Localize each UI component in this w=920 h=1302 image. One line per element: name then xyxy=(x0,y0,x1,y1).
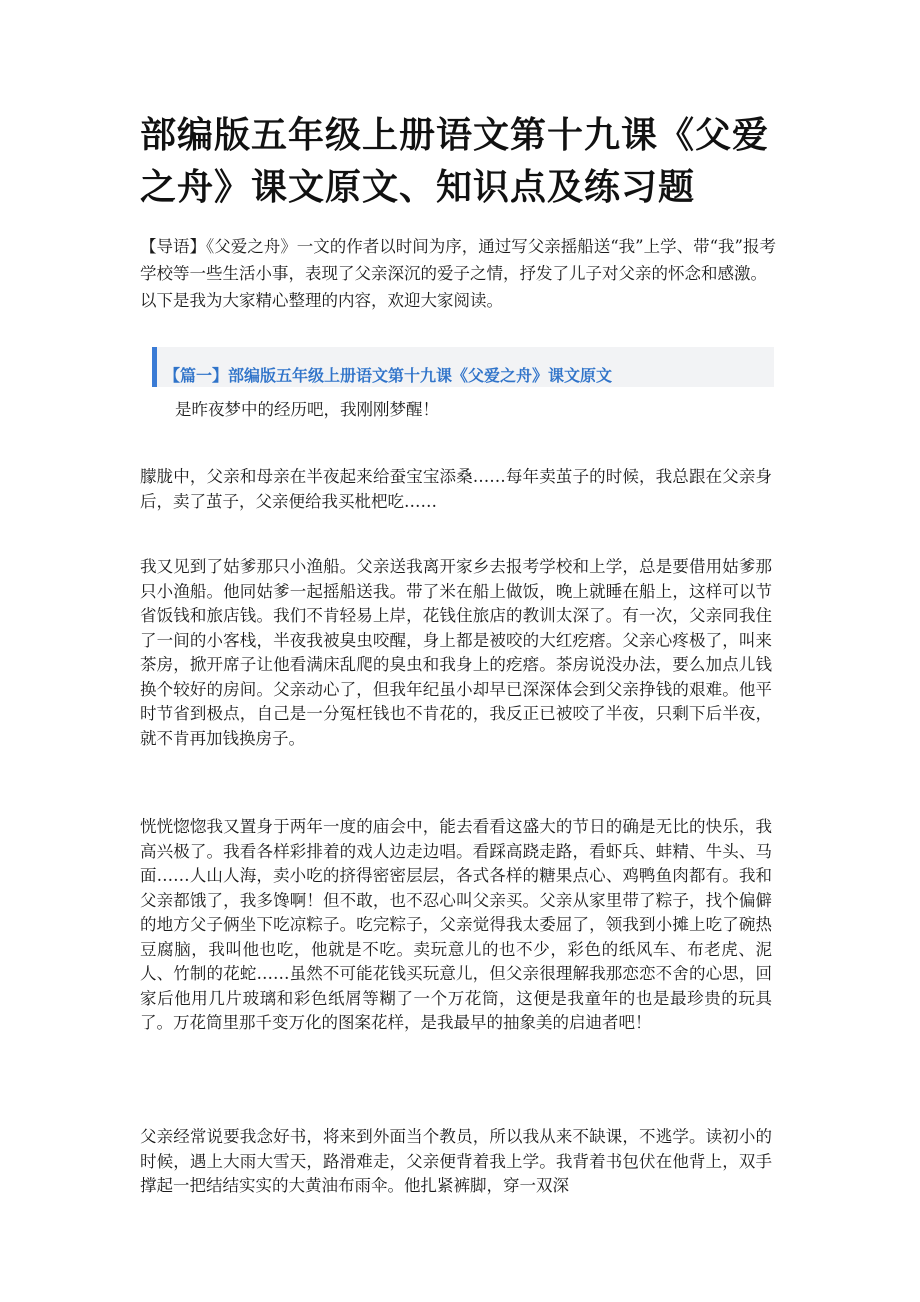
body-paragraph: 是昨夜梦中的经历吧，我刚刚梦醒！ xyxy=(175,400,439,419)
section-heading: 【篇一】部编版五年级上册语文第十九课《父爱之舟》课文原文 xyxy=(164,366,613,385)
document-title: 部编版五年级上册语文第十九课《父爱之舟》课文原文、知识点及练习题 xyxy=(140,115,770,208)
body-paragraph: 朦胧中，父亲和母亲在半夜起来给蚕宝宝添桑……每年卖茧子的时候，我总跟在父亲身后，卖了茧子，父亲便给我买枇杷吃…… xyxy=(140,467,772,511)
body-paragraph: 恍恍惚惚我又置身于两年一度的庙会中，能去看看这盛大的节日的确是无比的快乐，我高兴极了。我看各样彩排着的戏人边走边唱。看踩高跷走路，看虾兵、蚌精、牛头、马面……人山人海，卖小吃的挤得密密层层，各式各样的糖果点心、鸡鸭鱼肉都有。我和父亲都饿了，我多馋啊！但不敢，也不忍心叫父亲买。父亲从家里带了粽子，找个偏僻的地方父子俩坐下吃凉粽子。吃完粽子，父亲觉得我太委屈了，领我到小摊上吃了碗热豆腐脑，我叫他也吃，他就是不吃。卖玩意儿的也不少，彩色的纸风车、布老虎、泥人、竹制的花蛇……虽然不可能花钱买玩意儿，但父亲很理解我那恋恋不舍的心思，回家后他用几片玻璃和彩色纸屑等糊了一个万花筒，这便是我童年的也是最珍贵的玩具了。万花筒里那千变万化的图案花样，是我最早的抽象美的启迪者吧！ xyxy=(140,817,772,1032)
intro-paragraph: 【导语】《父爱之舟》一文的作者以时间为序，通过写父亲摇船送“我”上学、带“我”报考学校等一些生活小事，表现了父亲深沉的爱子之情，抒发了儿子对父亲的怀念和感激。以下是我为大家精心整理的内容，欢迎大家阅读。 xyxy=(140,237,776,310)
body-paragraph: 我又见到了姑爹那只小渔船。父亲送我离开家乡去报考学校和上学，总是要借用姑爹那只小渔船。他同姑爹一起摇船送我。带了米在船上做饭，晚上就睡在船上，这样可以节省饭钱和旅店钱。我们不肯轻易上岸，花钱住旅店的教训太深了。有一次，父亲同我住了一间的小客栈，半夜我被臭虫咬醒，身上都是被咬的大红疙瘩。父亲心疼极了，叫来茶房，掀开席子让他看满床乱爬的臭虫和我身上的疙瘩。茶房说没办法，要么加点儿钱换个较好的房间。父亲动心了，但我年纪虽小却早已深深体会到父亲挣钱的艰难。他平时节省到极点，自己是一分冤枉钱也不肯花的，我反正已被咬了半夜，只剩下后半夜，就不肯再加钱换房子。 xyxy=(140,557,772,748)
body-paragraph: 父亲经常说要我念好书，将来到外面当个教员，所以我从来不缺课，不逃学。读初小的时候，遇上大雨大雪天，路滑难走，父亲便背着我上学。我背着书包伏在他背上，双手撑起一把结结实实的大黄油布雨伞。他扎紧裤脚，穿一双深 xyxy=(140,1127,772,1195)
